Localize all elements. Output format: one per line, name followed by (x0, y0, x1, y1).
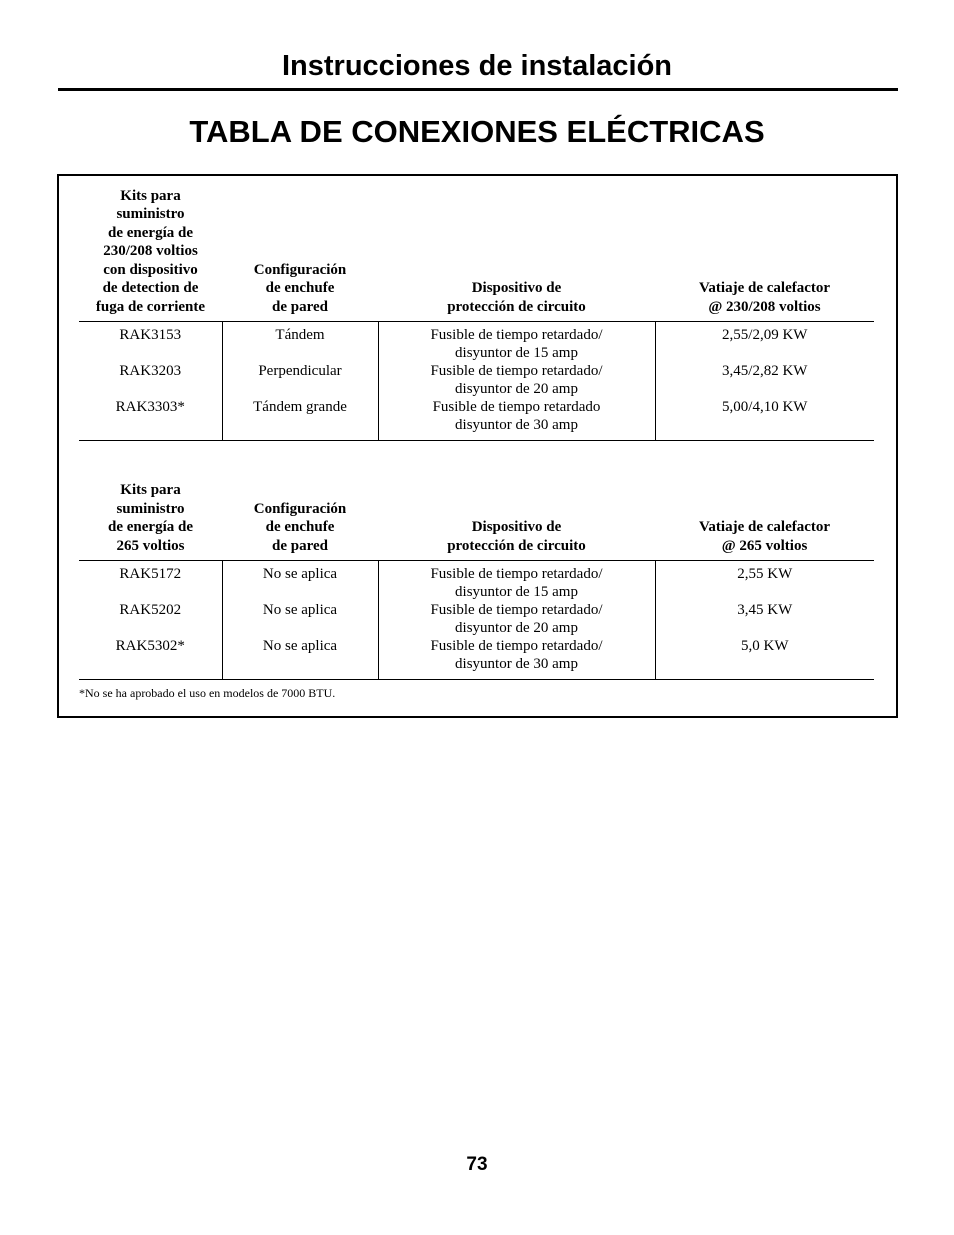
section-title: TABLA DE CONEXIONES ELÉCTRICAS (189, 114, 765, 149)
header-kits: Kits para suministro de energía de 230/208 voltios con dispositivo de detection de fuga de corriente (79, 186, 222, 322)
table-265v (79, 481, 874, 680)
plug-config-cell: Tándem Perpendicular Tándem grande (222, 322, 378, 441)
kit-models-cell: RAK3153 RAK3203 RAK3303* (79, 322, 222, 441)
header-kits: Kits para suministro de energía de 265 voltios (79, 481, 222, 561)
header-divider (58, 88, 898, 91)
protection-device-cell: Fusible de tiempo retardado/ disyuntor de 15 amp Fusible de tiempo retardado/ disyuntor de 20 amp Fusible de tiempo retardado/ disyuntor de 30 amp (378, 561, 655, 680)
header-heater-wattage: Vatiaje de calefactor @ 265 voltios (655, 481, 874, 561)
header-plug-config: Configuración de enchufe de pared (222, 186, 378, 322)
table-header-row (79, 186, 874, 322)
kit-models-cell: RAK5172 RAK5202 RAK5302* (79, 561, 222, 680)
connections-table-box (57, 174, 898, 718)
table-footnote: *No se ha aprobado el uso en modelos de 7000 BTU. (79, 686, 336, 700)
page-number: 73 (466, 1154, 488, 1175)
table-row (79, 322, 874, 441)
header-protection-device: Dispositivo de protección de circuito (378, 186, 655, 322)
header-protection-device: Dispositivo de protección de circuito (378, 481, 655, 561)
table-row (79, 561, 874, 680)
header-plug-config: Configuración de enchufe de pared (222, 481, 378, 561)
table-230-208v (79, 186, 874, 441)
heater-wattage-cell: 2,55 KW 3,45 KW 5,0 KW (655, 561, 874, 680)
table-header-row (79, 481, 874, 561)
plug-config-cell: No se aplica No se aplica No se aplica (222, 561, 378, 680)
protection-device-cell: Fusible de tiempo retardado/ disyuntor de 15 amp Fusible de tiempo retardado/ disyuntor de 20 amp Fusible de tiempo retardado disyuntor de 30 amp (378, 322, 655, 441)
header-heater-wattage: Vatiaje de calefactor @ 230/208 voltios (655, 186, 874, 322)
heater-wattage-cell: 2,55/2,09 KW 3,45/2,82 KW 5,00/4,10 KW (655, 322, 874, 441)
page-header-title: Instrucciones de instalación (282, 50, 672, 82)
